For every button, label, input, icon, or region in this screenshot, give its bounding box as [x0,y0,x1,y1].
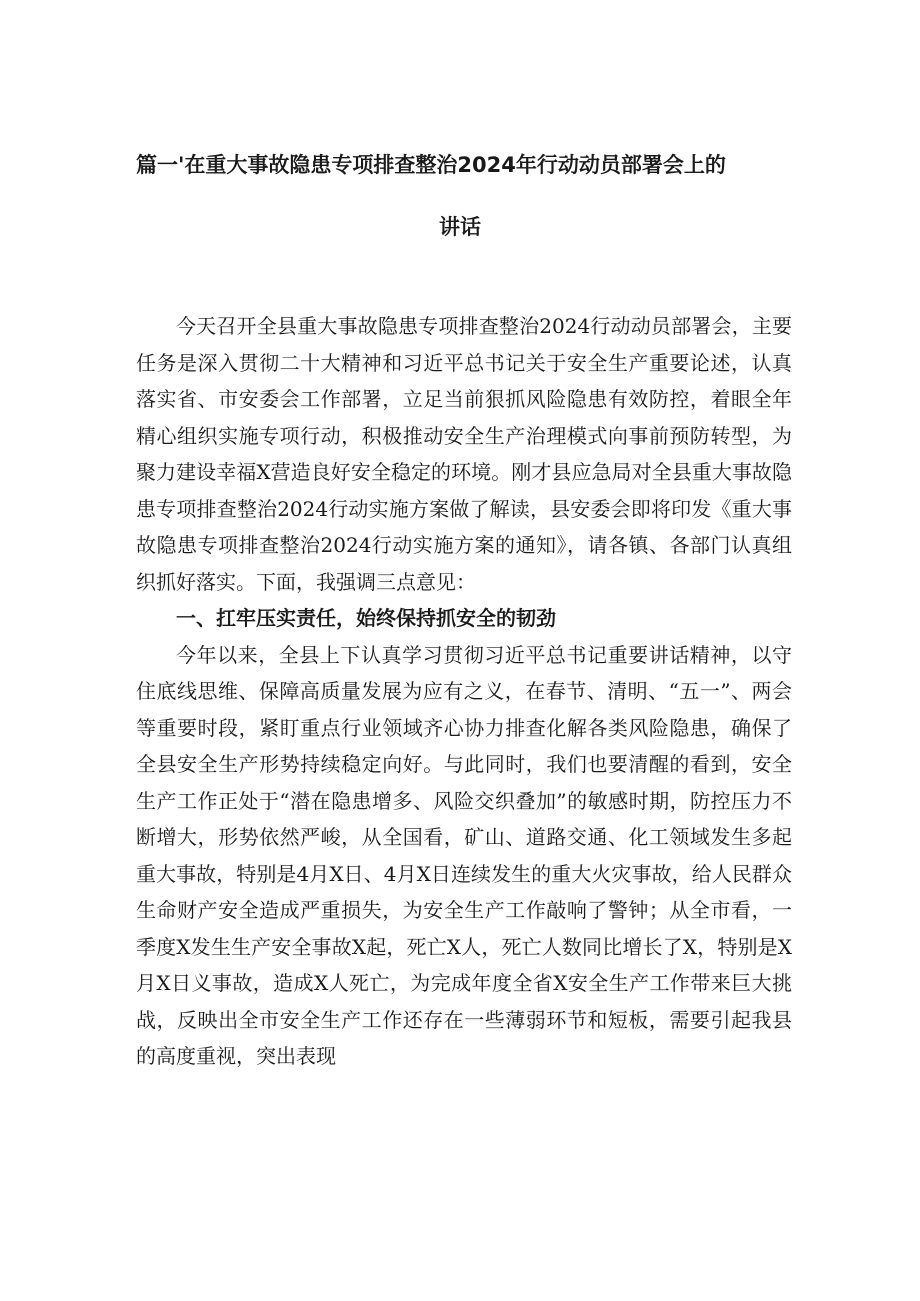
paragraph-section1: 今年以来，全县上下认真学习贯彻习近平总书记重要讲话精神，以守住底线思维、保障高质量发展为应有之义，在春节、清明、“五一”、两会等重要时段，紧盯重点行业领域齐心协力排查化解各类风险隐患，确保了全县安全生产形势持续稳定向好。与此同时，我们也要清醒的看到，安全生产工作正处于“潜在隐患增多、风险交织叠加”的敏感时期，防控压力不断增大，形势依然严峻，从全国看，矿山、道路交通、化工领域发生多起重大事故，特别是4月X日、4月X日连续发生的重大火灾事故，给人民群众生命财产安全造成严重损失，为安全生产工作敲响了警钟；从全市看，一季度X发生生产安全事故X起，死亡X人，死亡人数同比增长了X，特别是X月X日义事故，造成X人死亡，为完成年度全省X安全生产工作带来巨大挑战，反映出全市安全生产工作还存在一些薄弱环节和短板，需要引起我县的高度重视，突出表现 [136,642,792,1068]
section-heading-1: 一、扛牢压实责任，始终保持抓安全的韧劲 [176,606,556,630]
document-title-line1: 篇一'在重大事故隐患专项排查整治2024年行动动员部署会上的 [136,153,726,177]
document-title-line2: 讲话 [439,215,481,239]
paragraph-intro: 今天召开全县重大事故隐患专项排查整治2024行动动员部署会，主要任务是深入贯彻二十大精神和习近平总书记关于安全生产重要论述，认真落实省、市安委会工作部署，立足当前狠抓风险隐患有效防控，着眼全年精心组织实施专项行动，积极推动安全生产治理模式向事前预防转型，为聚力建设幸福X营造良好安全稳定的环境。刚才县应急局对全县重大事故隐患专项排查整治2024行动实施方案做了解读，县安委会即将印发《重大事故隐患专项排查整治2024行动实施方案的通知》，请各镇、各部门认真组织抓好落实。下面，我强调三点意见： [136,314,792,594]
document-body [136,308,792,1075]
